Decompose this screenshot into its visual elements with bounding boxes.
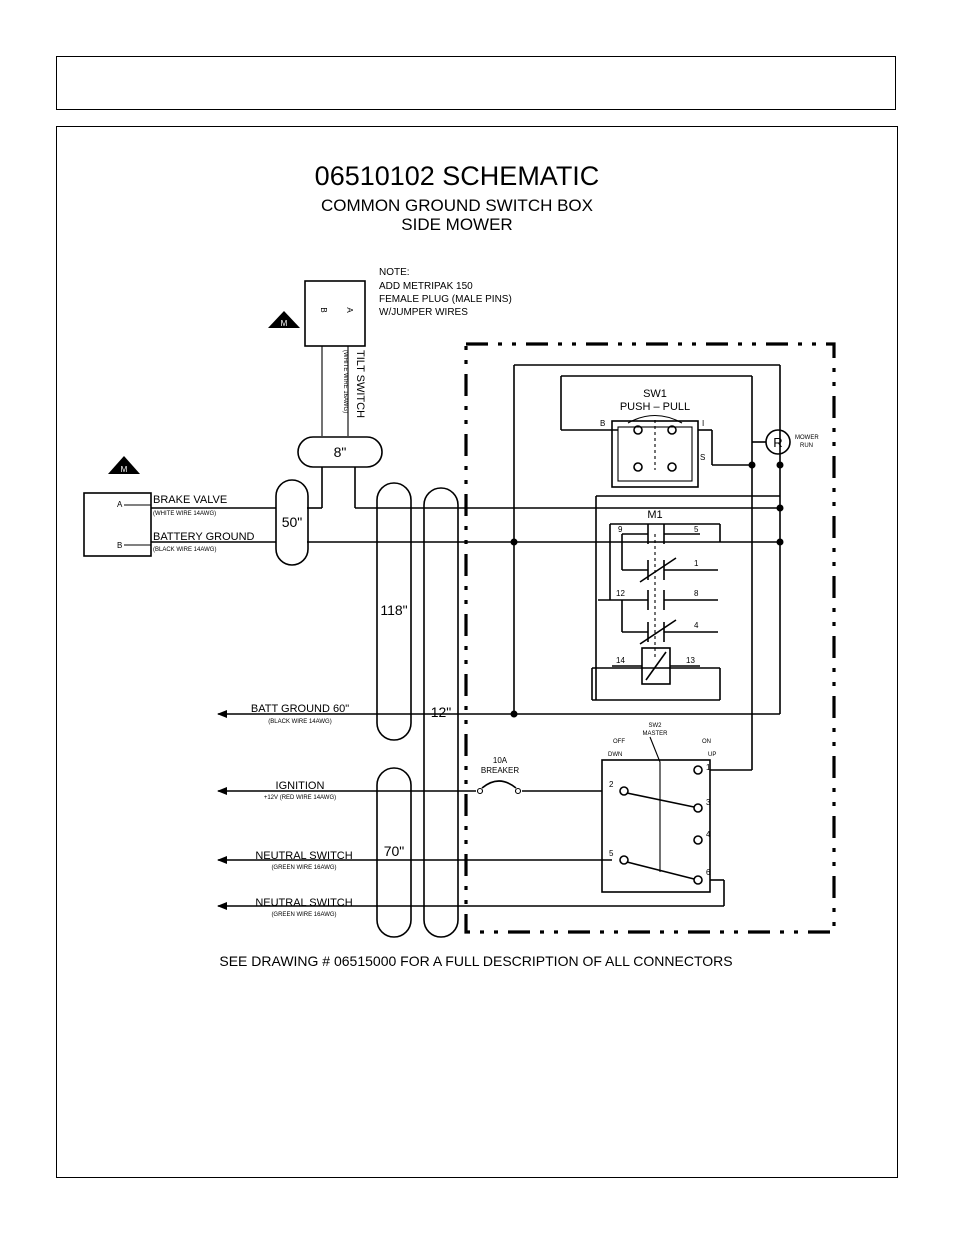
neutral-switch-label: NEUTRAL SWITCH (255, 897, 353, 909)
sw2-on: ON (702, 739, 711, 745)
sw2-pin: 5 (609, 849, 614, 858)
sw1-name: SW1 (643, 388, 667, 400)
harness-length: 118" (380, 602, 408, 618)
neutral-switch-wire: (GREEN WIRE 16AWG) (271, 865, 337, 871)
brake-valve-wire: (WHITE WIRE 14AWG) (153, 511, 217, 517)
sw2-pin: 6 (706, 868, 711, 877)
tilt-switch-connector (305, 281, 366, 436)
batt-ground-label: BATT GROUND 60" (250, 703, 350, 715)
brake-valve-connector (84, 493, 255, 556)
note-block (379, 267, 512, 318)
sw1-push-pull-switch (600, 388, 705, 487)
sw2-pin: 4 (706, 830, 711, 839)
tilt-switch-wire: (WHITE WIRE 16AWG) (342, 350, 348, 414)
brake-pin-a: A (117, 500, 123, 509)
sw2-up: UP (708, 752, 717, 758)
m1-pin: 12 (616, 589, 625, 598)
m1-pin: 14 (616, 656, 625, 665)
brake-pin-b: B (117, 541, 123, 550)
ignition-label: IGNITION (275, 780, 325, 792)
m1-pin: 8 (694, 589, 699, 598)
sw2-pin: 1 (706, 763, 711, 772)
harness-lower (377, 768, 411, 937)
battery-ground-wire: (BLACK WIRE 14AWG) (153, 547, 217, 553)
sw2-master-switch (602, 723, 716, 892)
harness-inner (424, 488, 458, 937)
marker-triangle-icon (108, 456, 140, 474)
sw2-pin: 2 (609, 780, 614, 789)
relay-symbol: R (773, 435, 783, 450)
harness-length: 50" (281, 514, 303, 530)
m1-pin: 4 (694, 621, 699, 630)
note-line: W/JUMPER WIRES (379, 307, 468, 318)
schematic-subtitle-1: COMMON GROUND SWITCH BOX (321, 196, 593, 215)
m1-pin: 9 (618, 525, 623, 534)
note-line: FEMALE PLUG (MALE PINS) (379, 294, 512, 305)
sw2-name: MASTER (642, 731, 668, 737)
brake-valve-label: BRAKE VALVE (153, 494, 228, 506)
sw1-term-i: I (702, 419, 705, 428)
sw1-term-b: B (600, 419, 606, 428)
m1-relay (598, 509, 718, 684)
m1-name: M1 (647, 509, 663, 521)
schematic-subtitle-2: SIDE MOWER (401, 215, 513, 234)
marker-letter: M (280, 319, 288, 328)
sw2-pin: 3 (706, 798, 711, 807)
connector-reference-note: SEE DRAWING # 06515000 FOR A FULL DESCRIPTION OF ALL CONNECTORS (219, 953, 733, 969)
sw2-name: SW2 (648, 723, 662, 729)
marker-letter: M (120, 465, 128, 474)
marker-triangle-icon (268, 311, 300, 328)
harness-length: 8" (333, 444, 347, 460)
breaker-label: BREAKER (480, 766, 520, 775)
neutral-switch-wire: (GREEN WIRE 16AWG) (271, 912, 337, 918)
harness-main (377, 483, 411, 740)
harness-length: 12" (430, 704, 452, 720)
mower-run-indicator (766, 430, 819, 454)
ignition-wire: +12V (RED WIRE 14AWG) (263, 795, 337, 801)
sw2-off: OFF (613, 739, 625, 745)
tilt-switch-label: TILT SWITCH (354, 350, 366, 419)
sw1-term-s: S (700, 453, 706, 462)
m1-pin: 5 (694, 525, 699, 534)
sw2-dwn: DWN (608, 752, 623, 758)
battery-ground-label: BATTERY GROUND (153, 531, 255, 543)
breaker-10a (478, 756, 521, 794)
sw1-type: PUSH – PULL (619, 401, 691, 413)
neutral-switch-label: NEUTRAL SWITCH (255, 850, 353, 862)
m1-pin: 1 (694, 559, 699, 568)
note-line: NOTE: (379, 267, 410, 278)
output-labels (251, 703, 353, 918)
batt-ground-wire: (BLACK WIRE 14AWG) (268, 719, 332, 725)
mower-run-label: RUN (800, 443, 813, 449)
tilt-pin-b: B (319, 307, 328, 313)
tilt-pin-a: A (345, 307, 354, 313)
harness-tilt (298, 437, 382, 467)
harness-length: 70" (383, 843, 405, 859)
harness-brake (276, 480, 308, 565)
breaker-rating: 10A (492, 756, 508, 765)
schematic-title: 06510102 SCHEMATIC (314, 161, 600, 191)
m1-pin: 13 (686, 656, 695, 665)
note-line: ADD METRIPAK 150 (379, 281, 473, 292)
mower-run-label: MOWER (795, 435, 819, 441)
